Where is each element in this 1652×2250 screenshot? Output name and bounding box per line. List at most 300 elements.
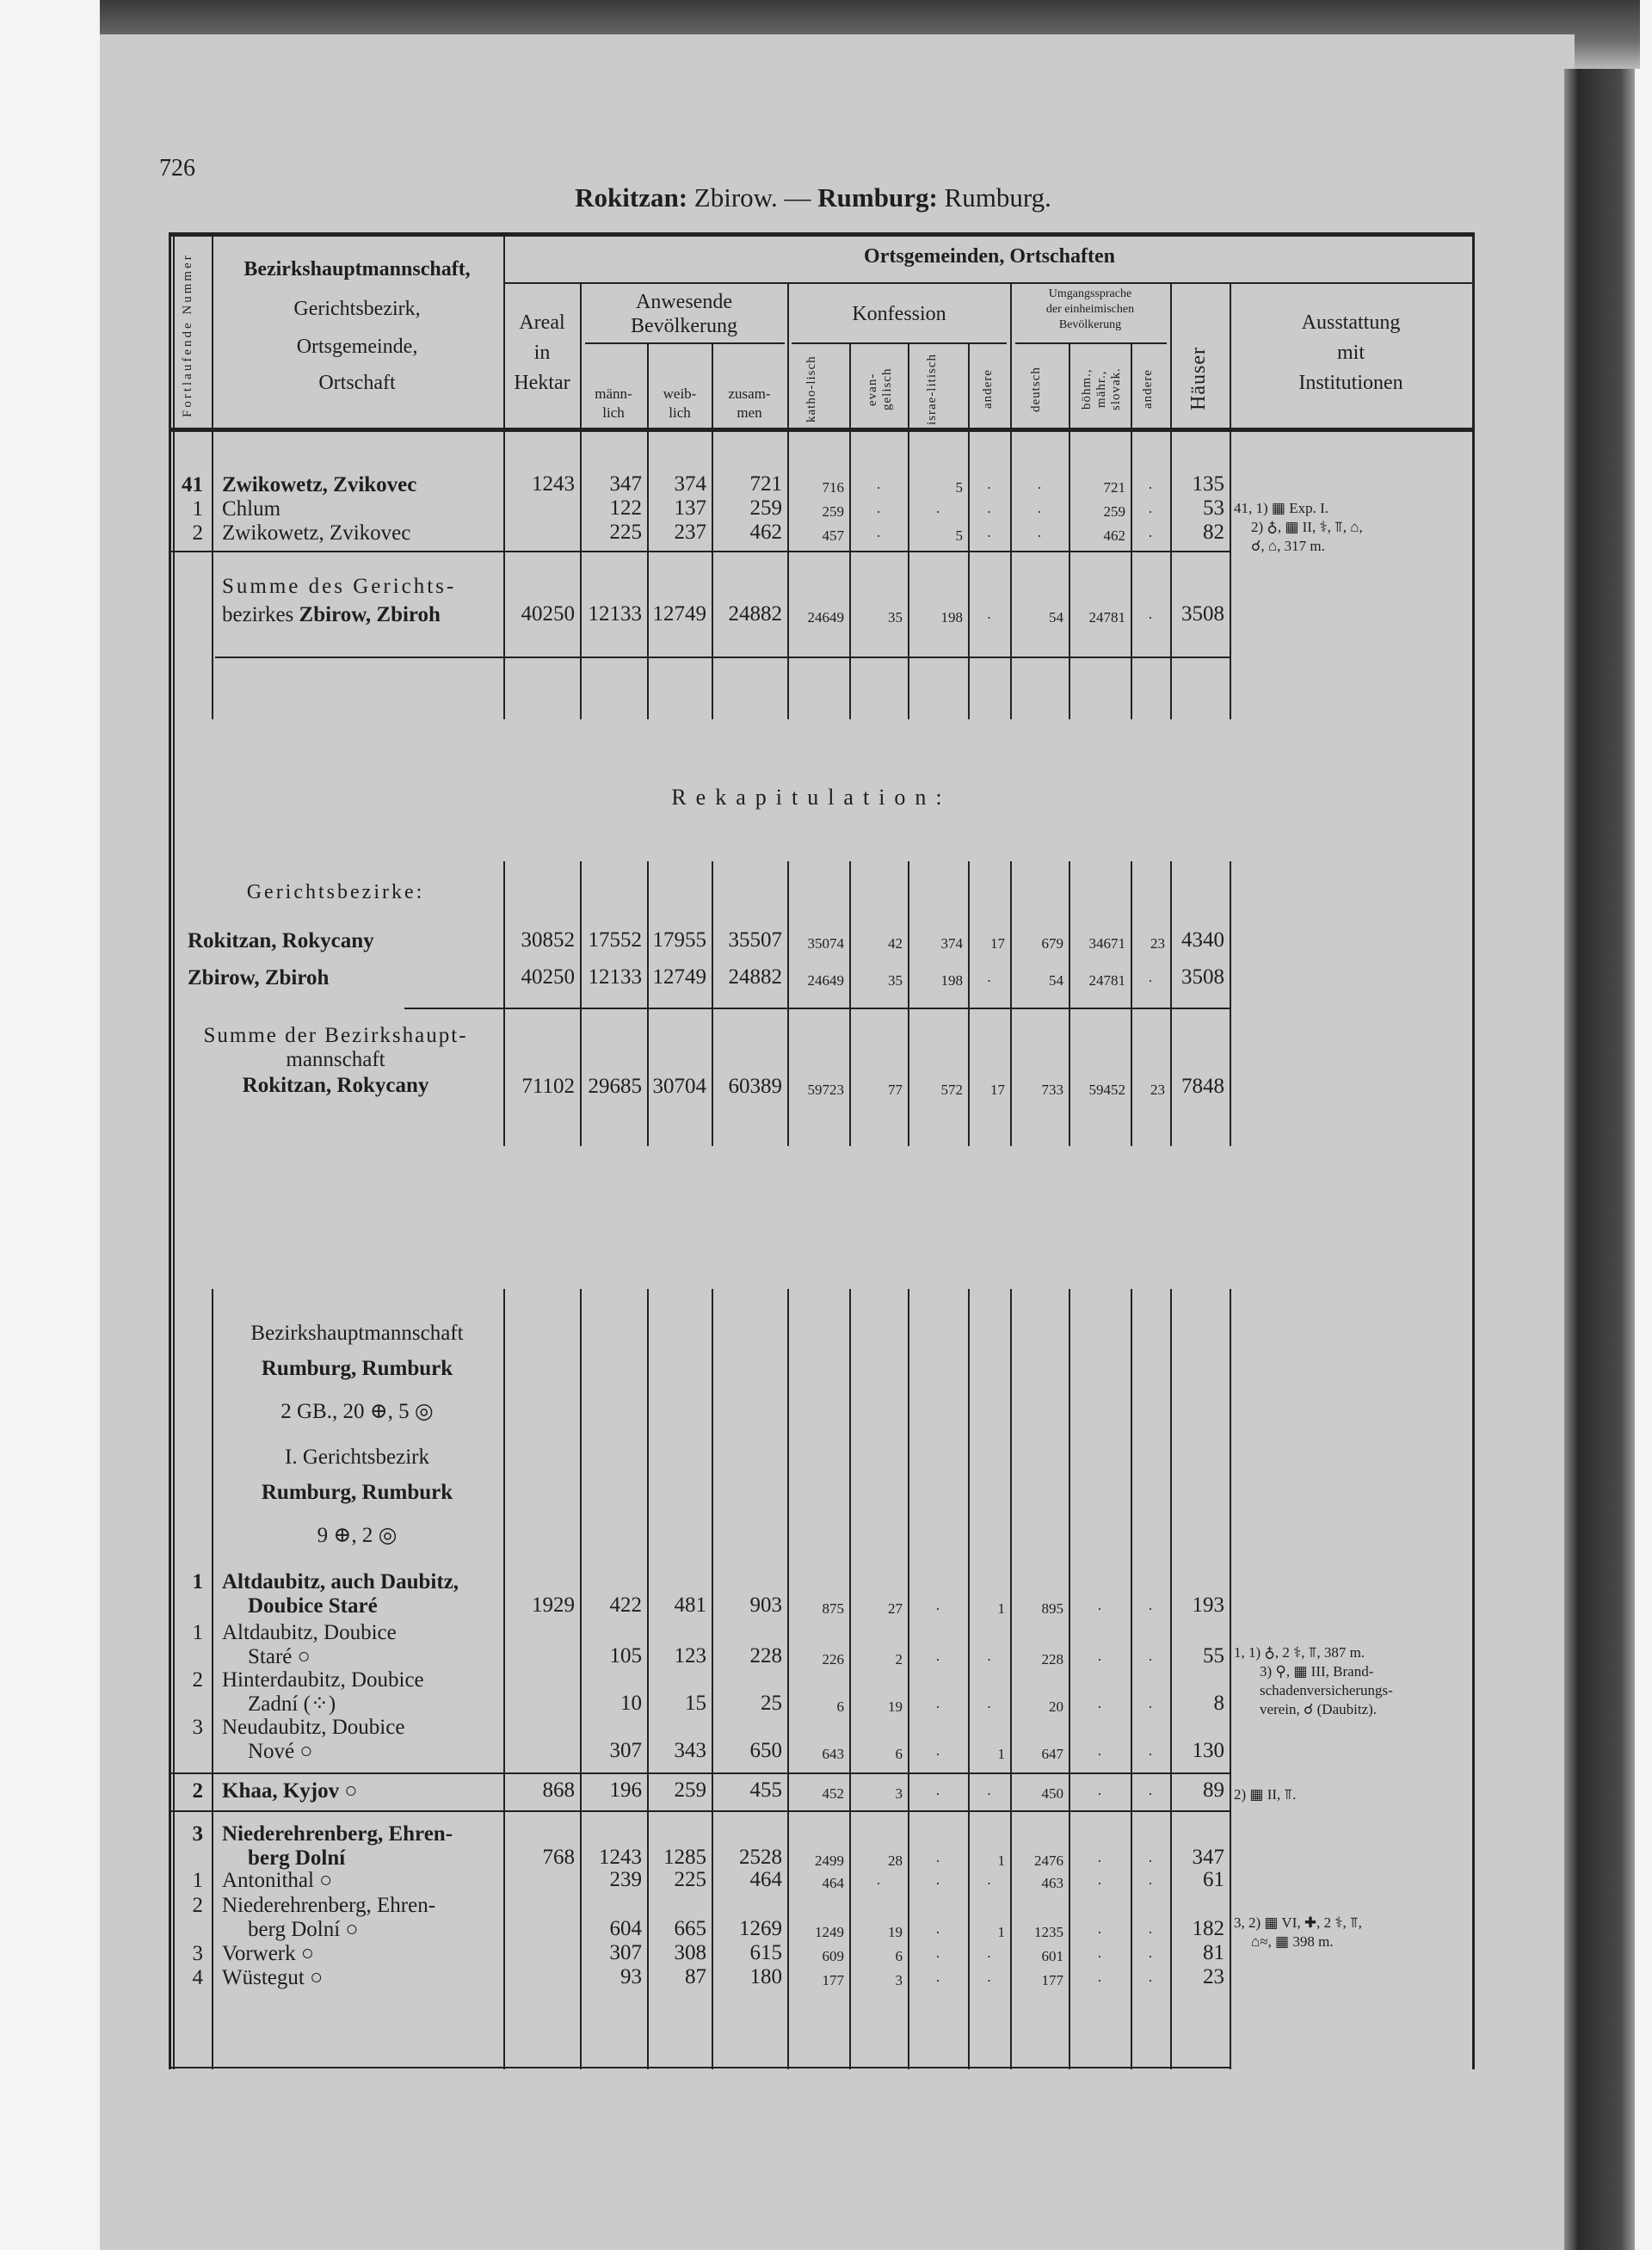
- row-number: 1: [192, 1570, 203, 1593]
- cell-andere-spr: .: [1148, 1597, 1153, 1613]
- rumburg-heading-5: Rumburg, Rumburk: [261, 1481, 453, 1504]
- rumburg-heading-1: Bezirkshauptmannschaft: [250, 1322, 464, 1345]
- row-number: 3: [192, 1822, 203, 1846]
- cell-boehm: .: [1097, 1920, 1102, 1937]
- cell-boehm: 59452: [1088, 1082, 1125, 1098]
- cell-maennlich: 12133: [588, 965, 642, 989]
- cell-zusammen: 259: [749, 496, 782, 520]
- column-rule: [212, 234, 213, 719]
- cell-andere-spr: 23: [1150, 935, 1165, 952]
- rumburg-heading-2: Rumburg, Rumburk: [261, 1357, 453, 1380]
- row-name: berg Dolní: [248, 1846, 346, 1870]
- ausstattung-note: 1, 1) ♁, 2 ⚕, ⫪, 387 m.: [1234, 1644, 1365, 1661]
- header-maennlich-2: lich: [602, 404, 625, 421]
- cell-evangelisch: .: [876, 500, 881, 516]
- cell-deutsch: .: [1037, 476, 1042, 492]
- cell-areal: 40250: [521, 602, 575, 626]
- cell-areal: 1243: [532, 472, 575, 496]
- cell-boehm: 259: [1103, 503, 1125, 520]
- cell-haeuser: 3508: [1181, 965, 1224, 989]
- cell-israelitisch: .: [935, 1920, 940, 1937]
- cell-maennlich: 422: [609, 1593, 642, 1617]
- rumburg-heading-4: I. Gerichtsbezirk: [285, 1446, 429, 1469]
- cell-katholisch: 24649: [807, 609, 844, 626]
- cell-israelitisch: .: [935, 1871, 940, 1888]
- row-number: 2: [192, 1668, 203, 1692]
- row-name: Khaa, Kyjov ○: [222, 1779, 358, 1803]
- row-name: Antonithal ○: [222, 1869, 333, 1892]
- cell-andere-spr: .: [1148, 524, 1153, 540]
- cell-areal: 40250: [521, 965, 575, 989]
- header-evangelisch: evan-gelisch: [866, 367, 894, 411]
- header-weiblich-1: weib-: [663, 385, 697, 402]
- row-name: berg Dolní ○: [248, 1918, 359, 1941]
- cell-evangelisch: 3: [895, 1972, 903, 1988]
- summe-gb-prefix: bezirkes: [222, 603, 294, 626]
- cell-boehm: 721: [1103, 479, 1125, 496]
- cell-weiblich: 343: [674, 1739, 706, 1762]
- cell-boehm: .: [1097, 1871, 1102, 1888]
- cell-israelitisch: 374: [940, 935, 963, 952]
- cell-haeuser: 53: [1203, 496, 1224, 520]
- row-rule: [503, 282, 1473, 284]
- cell-katholisch: 716: [822, 479, 844, 496]
- cell-katholisch: 6: [836, 1698, 844, 1715]
- header-katholisch: katho-lisch: [804, 355, 818, 423]
- cell-andere-konf: 1: [997, 1924, 1005, 1940]
- cell-andere-konf: 1: [997, 1852, 1005, 1869]
- row-rule: [585, 342, 785, 344]
- cell-evangelisch: 3: [895, 1785, 903, 1802]
- header-haeuser: Häuser: [1187, 347, 1210, 410]
- ausstattung-note: 41, 1) ▦ Exp. I.: [1234, 500, 1329, 516]
- cell-evangelisch: 27: [888, 1600, 903, 1617]
- cell-israelitisch: .: [935, 1849, 940, 1865]
- cell-boehm: 34671: [1088, 935, 1125, 952]
- cell-boehm: 24781: [1088, 609, 1125, 626]
- header-areal-1: Areal: [519, 311, 565, 334]
- column-rule: [580, 861, 582, 1146]
- rekap-summe-label-1: Summe der Bezirkshaupt-: [203, 1024, 468, 1047]
- cell-areal: 1929: [532, 1593, 575, 1617]
- rumburg-heading-6: 9 ⊕, 2 ◎: [317, 1524, 398, 1547]
- cell-maennlich: 122: [609, 496, 642, 520]
- cell-evangelisch: 6: [895, 1746, 903, 1762]
- cell-weiblich: 665: [674, 1917, 706, 1940]
- cell-deutsch: 679: [1041, 935, 1063, 952]
- header-name-3: Ortsgemeinde,: [296, 336, 418, 358]
- header-name-2: Gerichtsbezirk,: [293, 298, 421, 320]
- cell-andere-spr: .: [1148, 1782, 1153, 1798]
- header-weiblich-2: lich: [669, 404, 691, 421]
- cell-andere-konf: 1: [997, 1746, 1005, 1762]
- row-rule: [170, 551, 1230, 552]
- cell-boehm: 24781: [1088, 972, 1125, 989]
- row-name: Staré ○: [248, 1645, 311, 1668]
- cell-zusammen: 615: [749, 1941, 782, 1964]
- cell-maennlich: 307: [609, 1739, 642, 1762]
- cell-weiblich: 225: [674, 1868, 706, 1891]
- column-rule: [647, 861, 649, 1146]
- column-rule: [1472, 234, 1475, 2069]
- cell-haeuser: 347: [1192, 1846, 1224, 1869]
- cell-katholisch: 259: [822, 503, 844, 520]
- row-number: 2: [192, 521, 203, 545]
- cell-deutsch: 647: [1041, 1746, 1063, 1762]
- cell-evangelisch: 6: [895, 1948, 903, 1964]
- cell-katholisch: 457: [822, 527, 844, 544]
- cell-maennlich: 93: [620, 1965, 642, 1988]
- cell-evangelisch: 77: [888, 1082, 903, 1098]
- cell-maennlich: 10: [620, 1692, 642, 1715]
- header-name-4: Ortschaft: [318, 372, 396, 394]
- cell-evangelisch: 2: [895, 1651, 903, 1667]
- cell-maennlich: 347: [609, 472, 642, 496]
- cell-israelitisch: 198: [940, 972, 963, 989]
- row-name: Altdaubitz, auch Daubitz,: [222, 1570, 459, 1593]
- cell-andere-konf: .: [987, 1695, 991, 1711]
- cell-weiblich: 15: [685, 1692, 706, 1715]
- cell-haeuser: 8: [1213, 1692, 1224, 1715]
- cell-israelitisch: .: [935, 1597, 940, 1613]
- cell-areal: 868: [542, 1778, 575, 1802]
- cell-israelitisch: 5: [955, 527, 963, 544]
- row-rule: [170, 1810, 1230, 1812]
- cell-weiblich: 123: [674, 1644, 706, 1667]
- ausstattung-note: 2) ▦ II, ⫪.: [1234, 1786, 1297, 1803]
- column-rule: [173, 234, 175, 2069]
- cell-maennlich: 29685: [588, 1075, 642, 1098]
- header-umgang-1: Umgangssprache: [1048, 287, 1132, 300]
- row-name: Vorwerk ○: [222, 1942, 314, 1965]
- header-zusammen-1: zusam-: [728, 385, 771, 402]
- cell-maennlich: 1243: [599, 1846, 642, 1869]
- cell-andere-spr: .: [1148, 1849, 1153, 1865]
- cell-katholisch: 609: [822, 1948, 844, 1964]
- cell-maennlich: 239: [609, 1868, 642, 1891]
- title-court-1: Zbirow. —: [693, 182, 811, 213]
- rekap-summe-label-3: Rokitzan, Rokycany: [242, 1074, 429, 1097]
- cell-areal: 30852: [521, 928, 575, 952]
- cell-andere-spr: .: [1148, 1695, 1153, 1711]
- cell-haeuser: 81: [1203, 1941, 1224, 1964]
- summe-gb-label-2: [222, 603, 441, 627]
- cell-katholisch: 643: [822, 1746, 844, 1762]
- cell-deutsch: 450: [1041, 1785, 1063, 1802]
- cell-andere-spr: .: [1148, 606, 1153, 622]
- cell-deutsch: 1235: [1034, 1924, 1063, 1940]
- ausstattung-note: schadenversicherungs-: [1260, 1682, 1393, 1698]
- cell-evangelisch: 28: [888, 1852, 903, 1869]
- cell-boehm: .: [1097, 1969, 1102, 1985]
- cell-boehm: .: [1097, 1742, 1102, 1759]
- row-number: 3: [192, 1942, 203, 1965]
- header-areal-3: Hektar: [514, 372, 570, 394]
- column-rule: [1131, 861, 1132, 1146]
- cell-weiblich: 137: [674, 496, 706, 520]
- rekap-row-name: Zbirow, Zbiroh: [188, 966, 330, 989]
- row-name: Niederehrenberg, Ehren-: [222, 1822, 453, 1846]
- cell-zusammen: 1269: [739, 1917, 782, 1940]
- summe-gb-name: Zbirow, Zbiroh: [299, 603, 441, 626]
- row-name: Zwikowetz, Zvikovec: [222, 521, 411, 545]
- cell-zusammen: 464: [749, 1868, 782, 1891]
- ausstattung-note: 3) ⚲, ▦ III, Brand-: [1260, 1663, 1374, 1680]
- cell-deutsch: 54: [1049, 972, 1063, 989]
- cell-deutsch: 463: [1041, 1875, 1063, 1891]
- cell-deutsch: 601: [1041, 1948, 1063, 1964]
- header-maennlich-1: männ-: [595, 385, 632, 402]
- cell-maennlich: 604: [609, 1917, 642, 1940]
- cell-deutsch: 20: [1049, 1698, 1063, 1715]
- cell-zusammen: 35507: [728, 928, 782, 952]
- header-zusammen-2: men: [737, 404, 762, 421]
- row-rule: [1015, 342, 1167, 344]
- cell-haeuser: 135: [1192, 472, 1224, 496]
- column-rule: [1010, 861, 1012, 1146]
- cell-deutsch: 895: [1041, 1600, 1063, 1617]
- cell-haeuser: 7848: [1181, 1075, 1224, 1098]
- cell-weiblich: 481: [674, 1593, 706, 1617]
- cell-andere-konf: .: [987, 606, 991, 622]
- cell-andere-konf: .: [987, 500, 991, 516]
- title-district-2: Rumburg:: [817, 182, 938, 213]
- cell-andere-konf: 1: [997, 1600, 1005, 1617]
- cell-israelitisch: 572: [940, 1082, 963, 1098]
- cell-haeuser: 82: [1203, 521, 1224, 544]
- summe-gb-label-1: Summe des Gerichts-: [222, 575, 457, 598]
- cell-evangelisch: 35: [888, 609, 903, 626]
- row-name: Nové ○: [248, 1740, 313, 1763]
- cell-zusammen: 228: [749, 1644, 782, 1667]
- cell-areal: 768: [542, 1846, 575, 1869]
- ausstattung-note: ⌂≈, ▦ 398 m.: [1251, 1933, 1334, 1950]
- cell-andere-spr: .: [1148, 1742, 1153, 1759]
- cell-katholisch: 464: [822, 1875, 844, 1891]
- cell-deutsch: 228: [1041, 1651, 1063, 1667]
- cell-boehm: .: [1097, 1945, 1102, 1961]
- row-name: Altdaubitz, Doubice: [222, 1621, 397, 1644]
- cell-andere-konf: .: [987, 1871, 991, 1888]
- cell-andere-konf: .: [987, 1782, 991, 1798]
- cell-andere-spr: .: [1148, 1648, 1153, 1664]
- cell-boehm: .: [1097, 1849, 1102, 1865]
- header-umgang-2: der einheimischen: [1045, 303, 1135, 316]
- cell-weiblich: 87: [685, 1965, 706, 1988]
- cell-boehm: .: [1097, 1782, 1102, 1798]
- header-ausstattung-2: mit: [1336, 342, 1365, 364]
- cell-andere-konf: .: [987, 969, 991, 985]
- header-andere-konf: andere: [981, 369, 995, 410]
- column-rule: [849, 861, 851, 1146]
- title-court-2: Rumburg.: [944, 182, 1051, 213]
- header-umgang-3: Bevölkerung: [1058, 318, 1122, 331]
- header-anwesende-1: Anwesende: [636, 291, 732, 313]
- cell-andere-konf: .: [987, 1945, 991, 1961]
- cell-zusammen: 462: [749, 521, 782, 544]
- column-rule: [1230, 1289, 1231, 2069]
- header-nr: Fortlaufende Nummer: [181, 253, 194, 418]
- cell-israelitisch: .: [935, 1782, 940, 1798]
- cell-haeuser: 130: [1192, 1739, 1224, 1762]
- rekap-row-name: Rokitzan, Rokycany: [188, 929, 374, 952]
- header-group: Ortsgemeinden, Ortschaften: [864, 245, 1115, 268]
- cell-zusammen: 455: [749, 1778, 782, 1802]
- cell-boehm: .: [1097, 1597, 1102, 1613]
- cell-evangelisch: 42: [888, 935, 903, 952]
- row-name: Zadní (⁘): [248, 1692, 336, 1716]
- column-rule: [212, 1289, 213, 2069]
- cell-maennlich: 196: [609, 1778, 642, 1802]
- cell-israelitisch: .: [935, 1648, 940, 1664]
- cell-maennlich: 12133: [588, 602, 642, 626]
- column-rule: [503, 861, 505, 1146]
- cell-andere-spr: .: [1148, 1945, 1153, 1961]
- cell-weiblich: 1285: [663, 1846, 706, 1869]
- cell-weiblich: 12749: [652, 965, 706, 989]
- cell-weiblich: 259: [674, 1778, 706, 1802]
- cell-maennlich: 307: [609, 1941, 642, 1964]
- ausstattung-note: verein, ☌ (Daubitz).: [1260, 1701, 1378, 1717]
- cell-deutsch: 733: [1041, 1082, 1063, 1098]
- cell-zusammen: 24882: [728, 602, 782, 626]
- cell-haeuser: 193: [1192, 1593, 1224, 1617]
- cell-israelitisch: 198: [940, 609, 963, 626]
- cell-andere-spr: .: [1148, 500, 1153, 516]
- column-rule: [503, 1289, 505, 2069]
- row-number: 2: [192, 1779, 203, 1803]
- title-district-1: Rokitzan:: [575, 182, 688, 213]
- row-rule: [215, 657, 1230, 658]
- cell-israelitisch: 5: [955, 479, 963, 496]
- cell-katholisch: 452: [822, 1785, 844, 1802]
- cell-zusammen: 60389: [728, 1075, 782, 1098]
- row-rule: [169, 232, 1475, 237]
- header-boehm: böhm., mähr., slovak.: [1080, 367, 1123, 411]
- row-rule: [170, 2067, 1230, 2068]
- cell-deutsch: .: [1037, 524, 1042, 540]
- cell-katholisch: 59723: [807, 1082, 844, 1098]
- row-name: Neudaubitz, Doubice: [222, 1716, 405, 1739]
- row-number: 1: [192, 497, 203, 521]
- cell-haeuser: 182: [1192, 1917, 1224, 1940]
- cell-haeuser: 4340: [1181, 928, 1224, 952]
- column-rule: [908, 861, 909, 1146]
- column-rule: [1230, 861, 1231, 1146]
- row-number: 3: [192, 1716, 203, 1739]
- row-name: Chlum: [222, 497, 281, 521]
- cell-boehm: .: [1097, 1695, 1102, 1711]
- cell-katholisch: 24649: [807, 972, 844, 989]
- cell-weiblich: 12749: [652, 602, 706, 626]
- column-rule: [787, 861, 789, 1146]
- cell-deutsch: 2476: [1034, 1852, 1063, 1869]
- rekap-summe-label-2: mannschaft: [286, 1048, 385, 1071]
- column-rule: [169, 234, 171, 2069]
- header-deutsch: deutsch: [1029, 367, 1043, 412]
- cell-zusammen: 903: [749, 1593, 782, 1617]
- cell-andere-spr: .: [1148, 476, 1153, 492]
- cell-zusammen: 650: [749, 1739, 782, 1762]
- cell-andere-spr: 23: [1150, 1082, 1165, 1098]
- cell-andere-spr: .: [1148, 969, 1153, 985]
- row-number: 4: [192, 1966, 203, 1989]
- cell-israelitisch: .: [935, 1969, 940, 1985]
- header-areal-2: in: [533, 342, 551, 364]
- column-rule: [1170, 861, 1172, 1146]
- column-rule: [1069, 861, 1070, 1146]
- header-ausstattung-1: Ausstattung: [1301, 311, 1401, 334]
- cell-andere-konf: .: [987, 1969, 991, 1985]
- row-rule: [792, 342, 1007, 344]
- cell-katholisch: 2499: [815, 1852, 844, 1869]
- cell-haeuser: 61: [1203, 1868, 1224, 1891]
- cell-zusammen: 24882: [728, 965, 782, 989]
- cell-evangelisch: 35: [888, 972, 903, 989]
- cell-haeuser: 89: [1203, 1778, 1224, 1802]
- ausstattung-note: 3, 2) ▦ VI, ✚, 2 ⚕, ⫪,: [1234, 1914, 1362, 1931]
- row-number: 2: [192, 1894, 203, 1917]
- cell-evangelisch: .: [876, 476, 881, 492]
- cell-maennlich: 225: [609, 521, 642, 544]
- row-name: Doubice Staré: [248, 1594, 378, 1618]
- cell-maennlich: 105: [609, 1644, 642, 1667]
- cell-maennlich: 17552: [588, 928, 642, 952]
- cell-weiblich: 30704: [652, 1075, 706, 1098]
- rumburg-heading-3: 2 GB., 20 ⊕, 5 ◎: [280, 1400, 434, 1423]
- cell-evangelisch: .: [876, 1871, 881, 1888]
- page-number: 726: [159, 155, 195, 182]
- cell-weiblich: 237: [674, 521, 706, 544]
- cell-weiblich: 308: [674, 1941, 706, 1964]
- scan-binding-edge: [1564, 69, 1635, 2250]
- row-name: Wüstegut ○: [222, 1966, 324, 1989]
- cell-andere-konf: .: [987, 1648, 991, 1664]
- cell-zusammen: 25: [761, 1692, 782, 1715]
- cell-andere-konf: .: [987, 524, 991, 540]
- page-title: [575, 182, 1051, 213]
- header-anwesende-2: Bevölkerung: [631, 315, 737, 337]
- cell-israelitisch: .: [935, 1742, 940, 1759]
- cell-katholisch: 875: [822, 1600, 844, 1617]
- header-name-1: Bezirkshauptmannschaft,: [243, 258, 471, 280]
- cell-andere-spr: .: [1148, 1969, 1153, 1985]
- header-andere-spr: andere: [1141, 369, 1155, 410]
- cell-katholisch: 226: [822, 1651, 844, 1667]
- cell-zusammen: 2528: [739, 1846, 782, 1869]
- ausstattung-note: 2) ♁, ▦ II, ⚕, ⫪, ⌂,: [1251, 519, 1363, 535]
- cell-zusammen: 180: [749, 1965, 782, 1988]
- cell-deutsch: 177: [1041, 1972, 1063, 1988]
- cell-areal: 71102: [521, 1075, 575, 1098]
- cell-katholisch: 1249: [815, 1924, 844, 1940]
- cell-andere-konf: .: [987, 476, 991, 492]
- row-name: Niederehrenberg, Ehren-: [222, 1894, 436, 1917]
- cell-weiblich: 17955: [652, 928, 706, 952]
- cell-andere-spr: .: [1148, 1871, 1153, 1888]
- column-rule: [1230, 284, 1231, 719]
- row-name: Zwikowetz, Zvikovec: [222, 473, 417, 496]
- column-rule: [712, 861, 713, 1146]
- cell-evangelisch: .: [876, 524, 881, 540]
- cell-andere-spr: .: [1148, 1920, 1153, 1937]
- header-ausstattung-3: Institutionen: [1298, 372, 1403, 394]
- cell-israelitisch: .: [935, 500, 940, 516]
- cell-boehm: .: [1097, 1648, 1102, 1664]
- cell-boehm: 462: [1103, 527, 1125, 544]
- cell-haeuser: 3508: [1181, 602, 1224, 626]
- row-number: 41: [182, 473, 203, 496]
